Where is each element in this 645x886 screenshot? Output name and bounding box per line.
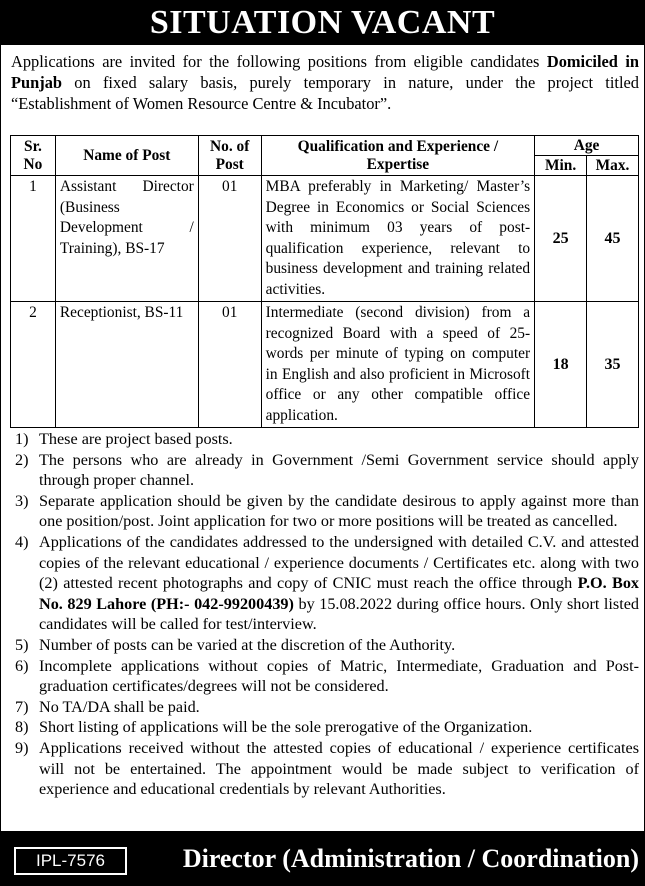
header-name: Name of Post [55, 136, 198, 176]
row-post-count: 01 [198, 302, 261, 428]
intro-text-1: Applications are invited for the following positions from eligible candidates [11, 52, 547, 71]
table-row [11, 302, 639, 428]
row-qualification: Intermediate (second division) from a recognized Board with a speed of 25-words per minute of typing on computer in English and also proficient in Microsoft office or any other compatible office application. [261, 302, 534, 428]
row-age-max: 35 [587, 302, 639, 428]
row-age-max: 45 [587, 176, 639, 302]
table-row [11, 176, 639, 302]
table-header-row [11, 136, 639, 156]
signatory-title: Director (Administration / Coordination) [182, 844, 639, 873]
list-item: 8) Short listing of applications will be the sole prerogative of the Organization. [15, 718, 533, 737]
row-sr: 1 [11, 176, 56, 302]
list-item: 4) Applications of the candidates addressed to the undersigned with detailed C.V. and attested copies of the relevant educational / experience documents / Certificates etc. along with two (2) attested recent photographs and copy of CNIC must reach the office through P.O. Box No. 829 Lahore (PH:- 042-99200439) by 15.08.2022 during office hours. Only short listed candidates will be called for test/interview. [15, 532, 640, 634]
intro-paragraph [11, 51, 639, 114]
header-age: Age [535, 136, 639, 156]
list-item: 7) No TA/DA shall be paid. [15, 697, 200, 716]
header-max: Max. [587, 156, 639, 176]
list-item: 2) The persons who are already in Government /Semi Government service should apply through proper channel. [15, 450, 639, 490]
reference-number: IPL-7576 [14, 847, 127, 875]
row-age-min: 25 [535, 176, 587, 302]
intro-domicile: Domiciled in Punjab [11, 52, 639, 92]
page-title: SITUATION VACANT [149, 4, 496, 41]
terms-list [15, 429, 639, 800]
header-qualification: Qualification and Experience / Expertise [261, 136, 534, 176]
row-sr: 2 [11, 302, 56, 428]
row-qualification: MBA preferably in Marketing/ Master’s Degree in Economics or Social Sciences with minimum 03 years of post-qualification experience, relevant to business development and training related activities. [261, 176, 534, 302]
po-box-contact: P.O. Box No. 829 Lahore (PH:- 042-99200439) [39, 574, 640, 613]
list-item: 1) These are project based posts. [15, 430, 233, 448]
intro-text-2: on fixed salary basis, purely temporary in nature, under the project titled “Establishment of Women Resource Centre & Incubator”. [11, 73, 639, 113]
header-min: Min. [535, 156, 587, 176]
row-age-min: 18 [535, 302, 587, 428]
row-post-count: 01 [198, 176, 261, 302]
header-banner [1, 1, 644, 45]
positions-table [10, 135, 639, 428]
list-item: 3) Separate application should be given by the candidate desirous to apply against more than one position/post. Joint application for two or more positions will be treated as cancelled. [15, 491, 639, 531]
list-item: 5) Number of posts can be varied at the discretion of the Authority. [15, 635, 456, 654]
header-sr: Sr. No [11, 136, 56, 176]
row-post-name: Receptionist, BS-11 [55, 302, 198, 428]
header-posts: No. of Post [198, 136, 261, 176]
list-item: 9) Applications received without the attested copies of educational / experience certificates will not be entertained. The appointment would be made subject to verification of experience and educational credentials by relevant Authorities. [15, 738, 639, 799]
list-item: 6) Incomplete applications without copies of Matric, Intermediate, Graduation and Post-graduation certificates/degrees will not be considered. [15, 656, 639, 696]
row-post-name: Assistant Director (Business Development / Training), BS-17 [55, 176, 198, 302]
